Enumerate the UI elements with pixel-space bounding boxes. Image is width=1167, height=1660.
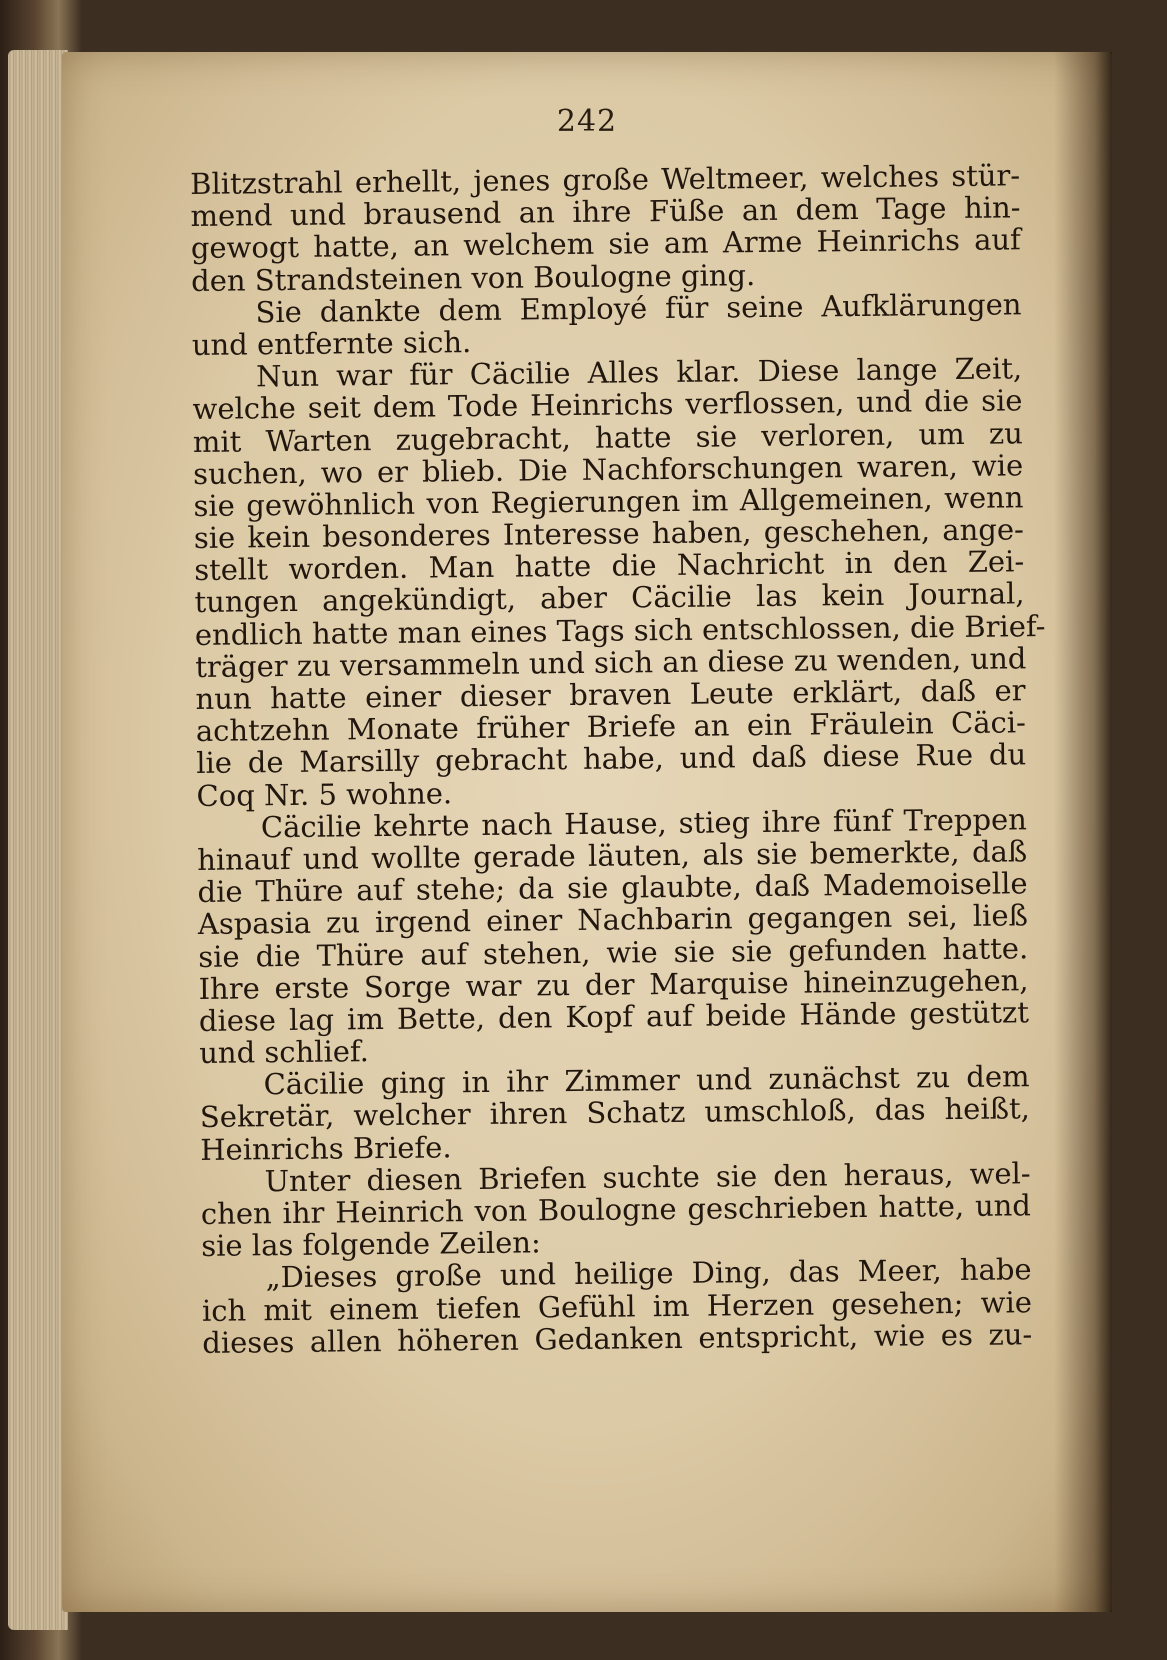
text-line: Nun war für Cäcilie Alles klar. Diese lange Zeit, [256,351,1023,394]
text-line: mit Warten zugebracht, hatte sie verloren, um zu [192,415,1023,459]
text-line: welche seit dem Tode Heinrichs verflossen, und die sie [192,383,1023,427]
text-line: und schlief. [199,1034,370,1071]
text-line: den Strandsteinen von Boulogne ging. [191,257,756,298]
text-line: lie de Marsilly gebracht habe, und daß diese Rue du [196,737,1027,781]
text-line: achtzehn Monate früher Briefe an ein Fräulein Cäci- [195,705,1027,749]
page-edges [8,50,68,1630]
text-line: endlich hatte man eines Tags sich entschlossen, die Brief- [194,608,1046,652]
text-line: Aspasia zu irgend einer Nachbarin gegangen sei, ließ [197,898,1029,942]
text-line: nun hatte einer dieser braven Leute erklärt, daß er [195,673,1026,716]
text-line: dieses allen höheren Gedanken entspricht, wie es zu- [202,1316,1033,1360]
text-line: sie die Thüre auf stehen, wie sie sie gefunden hatte. [198,930,1029,974]
text-line: diese lag im Bette, den Kopf auf beide Hände gestützt [198,995,1030,1038]
text-line: Blitzstrahl erhellt, jenes große Weltmeer, welches stür- [189,158,1021,201]
text-line: ich mit einem tiefen Gefühl im Herzen gesehen; wie [201,1284,1033,1328]
text-line: hinauf und wollte gerade läuten, als sie bemerkte, daß [197,834,1028,877]
text-line: sie kein besonderes Interesse haben, geschehen, ange- [193,512,1025,556]
text-line: tungen angekündigt, aber Cäcilie las kein Journal, [194,576,1025,620]
text-line: stellt worden. Man hatte die Nachricht in den Zei- [194,544,1025,588]
text-line: „Dieses große und heilige Ding, das Meer, habe [265,1252,1032,1295]
text-line: chen ihr Heinrich von Boulogne geschrieben hatte, und [200,1188,1032,1231]
text-line: Sekretär, welcher ihren Schatz umschloß, das heißt, [199,1091,1031,1135]
text-line: mend und brausend an ihre Füße an dem Tage hin- [190,190,1021,234]
text-line: Unter diesen Briefen suchte sie den heraus, wel- [264,1156,1031,1199]
text-line: Cäcilie ging in ihr Zimmer und zunächst zu dem [263,1059,1030,1102]
text-line: sie gewöhnlich von Regierungen im Allgemeinen, wenn [193,480,1024,523]
page-number: 242 [556,104,618,139]
text-line: suchen, wo er blieb. Die Nachforschungen waren, wie [193,447,1024,491]
page-gutter-shadow [1054,52,1112,1612]
book-page [62,52,1112,1612]
text-line: Coq Nr. 5 wohne. [196,775,453,813]
text-line: die Thüre auf stehe; da sie glaubte, daß Mademoiselle [197,866,1028,910]
text-line: Sie dankte dem Employé für seine Aufklärungen [255,287,1022,330]
text-line: und entfernte sich. [191,325,472,362]
body-text [189,158,1046,1360]
text-line: träger zu versammeln und sich an diese zu wenden, und [195,641,1027,684]
text-line: gewogt hatte, an welchem sie am Arme Heinrichs auf [190,222,1021,266]
text-line: sie las folgende Zeilen: [201,1225,541,1264]
text-line: Cäcilie kehrte nach Hause, stieg ihre fünf Treppen [260,802,1028,845]
text-line: Heinrichs Briefe. [200,1129,452,1167]
text-line: Ihre erste Sorge war zu der Marquise hineinzugehen, [198,962,1029,1006]
